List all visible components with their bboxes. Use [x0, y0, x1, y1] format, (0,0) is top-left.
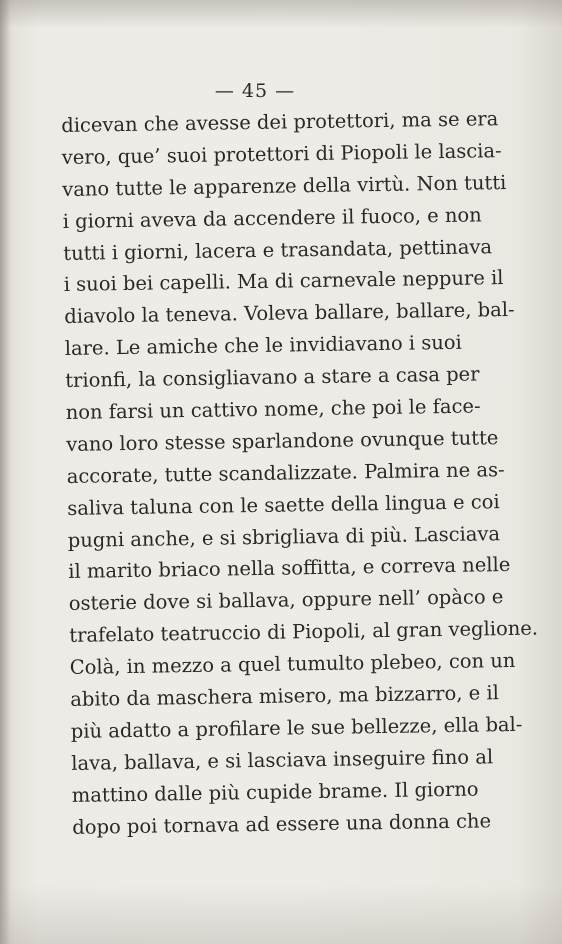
- page-number: — 45 —: [214, 80, 296, 102]
- text-line-17: trafelato teatruccio di Piopoli, al gran veglione.: [69, 616, 539, 648]
- text-line-12: accorate, tutte scandalizzate. Palmira ne as-: [66, 457, 505, 488]
- text-line-21: lava, ballava, e si lasciava inseguire fino al: [71, 745, 494, 775]
- text-line-9: trionfi, la consigliavano a stare a casa per: [65, 362, 480, 393]
- text-line-14: pugni anche, e si sbrigliava di più. Lasciava: [67, 521, 501, 552]
- text-line-22: mattino dalle più cupide brame. Il giorno: [71, 777, 479, 807]
- text-line-5: tutti i giorni, lacera e trasandata, pettinava: [63, 234, 493, 265]
- text-line-11: vano loro stesse sparlandone ovunque tutte: [66, 426, 499, 456]
- text-line-2: vero, que’ suoi protettori di Piopoli le lascia-: [61, 138, 502, 169]
- body-text: [61, 104, 539, 844]
- text-line-23: dopo poi tornava ad essere una donna che: [72, 808, 492, 839]
- text-line-8: lare. Le amiche che le invidiavano i suoi: [64, 330, 462, 361]
- text-line-18: Colà, in mezzo a quel tumulto plebeo, con un: [69, 649, 516, 680]
- text-line-20: più adatto a profilare le sue bellezze, ella bal-: [70, 712, 523, 743]
- text-line-6: i suoi bei capelli. Ma di carnevale neppure il: [63, 266, 504, 297]
- text-line-19: abito da maschera misero, ma bizzarro, e il: [70, 681, 500, 711]
- text-line-15: il marito briaco nella soffitta, e correva nelle: [68, 553, 511, 584]
- text-line-1: dicevan che avesse dei protettori, ma se era: [61, 107, 499, 137]
- text-line-3: vano tutte le apparenze della virtù. Non tutti: [62, 170, 507, 201]
- text-line-4: i giorni aveva da accendere il fuoco, e non: [62, 203, 482, 233]
- text-line-7: diavolo la teneva. Voleva ballare, ballare, bal-: [64, 298, 515, 329]
- text-line-10: non farsi un cattivo nome, che poi le face-: [65, 394, 481, 424]
- text-line-13: saliva taluna con le saette della lingua e coi: [67, 489, 500, 520]
- page-binding-shadow: [0, 0, 10, 944]
- text-line-16: osterie dove si ballava, oppure nell’ opàco e: [68, 585, 504, 616]
